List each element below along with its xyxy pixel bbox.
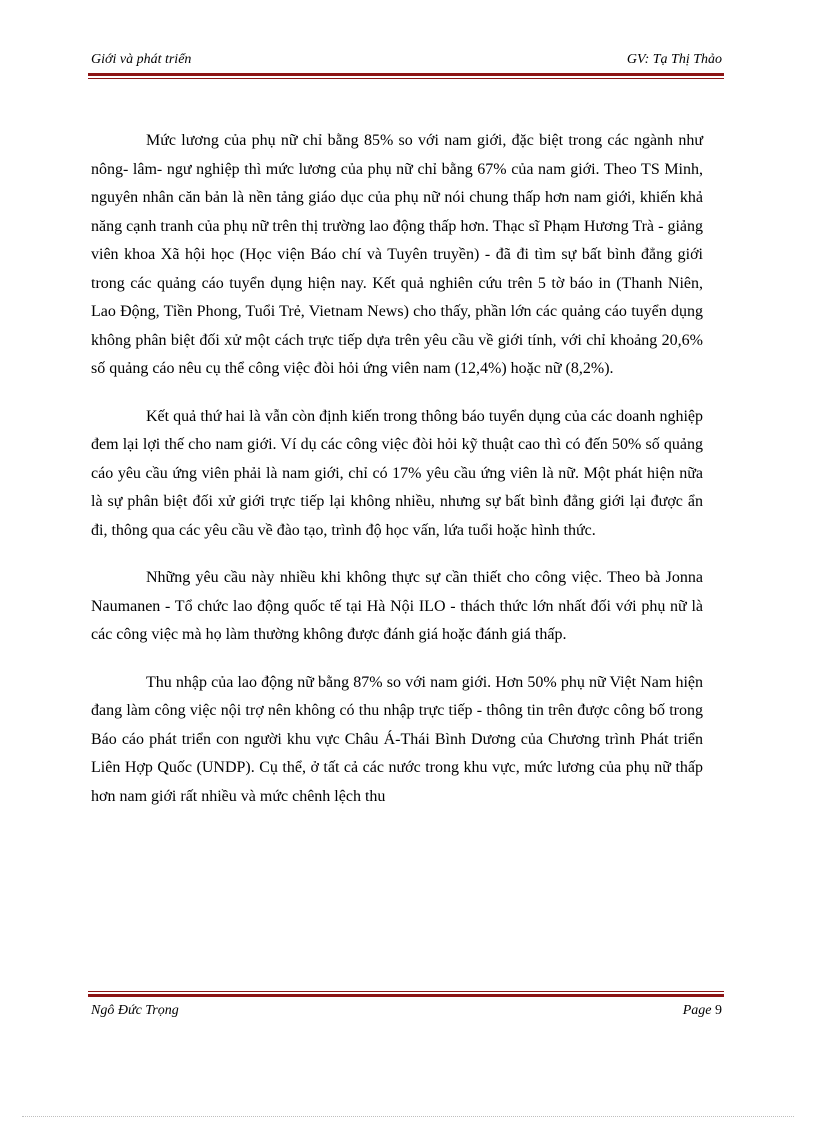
page-footer [91,1001,722,1021]
page-bottom-edge [22,1116,794,1117]
paragraph-2: Kết quả thứ hai là vẫn còn định kiến trong thông báo tuyển dụng của các doanh nghiệp đem lại lợi thế cho nam giới. Ví dụ các công việc đòi hỏi kỹ thuật cao thì có đến 50% số quảng cáo yêu cầu ứng viên phải là nam giới, chỉ có 17% yêu cầu ứng viên là nữ. Một phát hiện nữa là sự phân biệt đối xử giới trực tiếp lại không nhiều, nhưng sự bất bình đẳng giới lại được ẩn đi, thông qua các yêu cầu về đào tạo, trình độ học vấn, lứa tuổi hoặc hình thức. [91,407,703,539]
paragraph-4: Thu nhập của lao động nữ bằng 87% so với nam giới. Hơn 50% phụ nữ Việt Nam hiện đang làm công việc nội trợ nên không có thu nhập trực tiếp - thông tin trên được công bố trong Báo cáo phát triển con người khu vực Châu Á-Thái Bình Dương của Chương trình Phát triển Liên Hợp Quốc (UNDP). Cụ thể, ở tất cả các nước trong khu vực, mức lương của phụ nữ thấp hơn nam giới rất nhiều và mức chênh lệch thu [91,673,703,805]
header-instructor: GV: Tạ Thị Thảo [626,52,722,67]
header-course-title: Giới và phát triển [91,52,192,67]
page-label: Page [682,1003,712,1018]
footer-rule-thick [88,994,724,997]
header-rule-thick [88,73,724,76]
footer-page-number [683,1001,722,1021]
footer-rule-thin [88,991,724,992]
paragraph-1: Mức lương của phụ nữ chỉ bằng 85% so với nam giới, đặc biệt trong các ngành như nông- lâm- ngư nghiệp thì mức lương của phụ nữ chỉ bằng 67% của nam giới. Theo TS Minh, nguyên nhân căn bản là nền tảng giáo dục của phụ nữ nói chung thấp hơn nam giới, khiến khả năng cạnh tranh của phụ nữ trên thị trường lao động thấp hơn. Thạc sĩ Phạm Hương Trà - giảng viên khoa Xã hội học (Học viện Báo chí và Tuyên truyền) - đã đi tìm sự bất bình đẳng giới trong các quảng cáo tuyển dụng hiện nay. Kết quả nghiên cứu trên 5 tờ báo in (Thanh Niên, Lao Động, Tiền Phong, Tuổi Trẻ, Vietnam News) cho thấy, phần lớn các quảng cáo tuyển dụng không phân biệt đối xử một cách trực tiếp dựa trên yêu cầu về giới tính, với chỉ khoảng 20,6% số quảng cáo nêu cụ thể công việc đòi hỏi ứng viên nam (12,4%) hoặc nữ (8,2%). [91,132,703,377]
footer-author: Ngô Đức Trọng [91,1003,179,1018]
page-number: 9 [715,1003,722,1018]
body-text [91,127,703,830]
paragraph-3: Những yêu cầu này nhiều khi không thực sự cần thiết cho công việc. Theo bà Jonna Naumanen - Tổ chức lao động quốc tế tại Hà Nội ILO - thách thức lớn nhất đối với phụ nữ là các công việc mà họ làm thường không được đánh giá hoặc đánh giá thấp. [91,569,703,643]
page-header [91,50,722,70]
header-rule-thin [88,78,724,79]
